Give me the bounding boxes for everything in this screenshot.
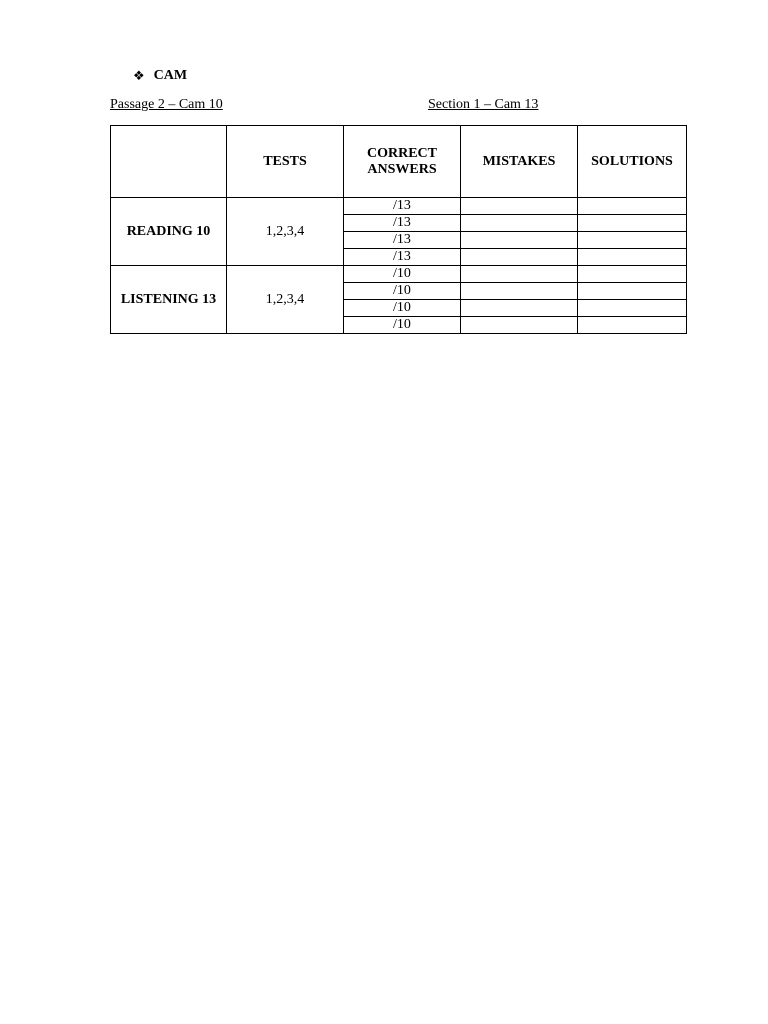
header-solutions: SOLUTIONS [578, 126, 687, 198]
mistakes-cell[interactable] [461, 249, 578, 266]
score-cell[interactable]: /10 [344, 317, 461, 334]
score-cell[interactable]: /13 [344, 232, 461, 249]
score-cell[interactable]: /10 [344, 300, 461, 317]
solutions-cell[interactable] [578, 215, 687, 232]
solutions-cell[interactable] [578, 283, 687, 300]
score-tracker-table [110, 125, 687, 334]
score-cell[interactable]: /13 [344, 249, 461, 266]
score-cell[interactable]: /10 [344, 266, 461, 283]
solutions-cell[interactable] [578, 198, 687, 215]
solutions-cell[interactable] [578, 266, 687, 283]
solutions-cell[interactable] [578, 300, 687, 317]
mistakes-cell[interactable] [461, 300, 578, 317]
section-label-reading: READING 10 [111, 198, 227, 266]
tests-cell: 1,2,3,4 [227, 266, 344, 334]
mistakes-cell[interactable] [461, 266, 578, 283]
solutions-cell[interactable] [578, 317, 687, 334]
header-blank-cell [111, 126, 227, 198]
header-correct-answers: CORRECT ANSWERS [344, 126, 461, 198]
header-tests: TESTS [227, 126, 344, 198]
header-row [111, 126, 687, 198]
mistakes-cell[interactable] [461, 215, 578, 232]
solutions-cell[interactable] [578, 232, 687, 249]
mistakes-cell[interactable] [461, 232, 578, 249]
table-row [111, 198, 687, 215]
mistakes-cell[interactable] [461, 317, 578, 334]
section-link[interactable]: Section 1 – Cam 13 [428, 97, 539, 112]
section-label-listening: LISTENING 13 [111, 266, 227, 334]
solutions-cell[interactable] [578, 249, 687, 266]
table-row [111, 266, 687, 283]
header-mistakes: MISTAKES [461, 126, 578, 198]
tests-cell: 1,2,3,4 [227, 198, 344, 266]
heading-title: CAM [153, 68, 188, 83]
diamond-bullet-icon: ❖ [133, 68, 145, 84]
mistakes-cell[interactable] [461, 198, 578, 215]
score-cell[interactable]: /13 [344, 215, 461, 232]
score-cell[interactable]: /13 [344, 198, 461, 215]
passage-link[interactable]: Passage 2 – Cam 10 [110, 97, 223, 112]
score-cell[interactable]: /10 [344, 283, 461, 300]
section-heading [133, 68, 187, 84]
mistakes-cell[interactable] [461, 283, 578, 300]
